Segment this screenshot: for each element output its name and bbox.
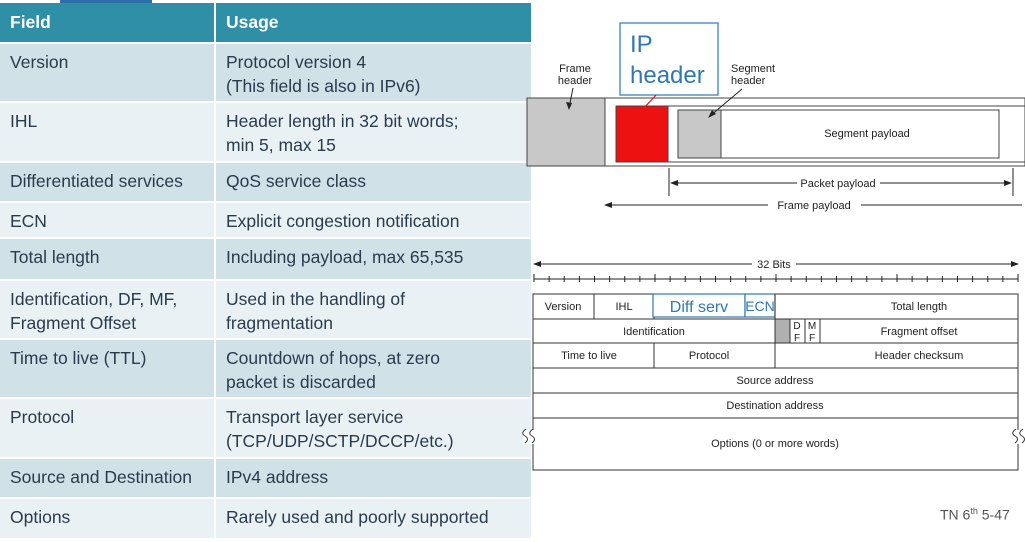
footer-edition-sup: th	[970, 506, 978, 516]
field-cell: Differentiated services	[0, 162, 215, 202]
field-df-2: F	[793, 333, 801, 344]
field-diff-serv: Diff serv	[669, 299, 729, 316]
field-cell: ECN	[0, 202, 215, 238]
field-cell: Identification, DF, MF, Fragment Offset	[0, 280, 215, 339]
usage-cell: Countdown of hops, at zero packet is discarded	[215, 339, 532, 398]
footer-edition: TN 6	[940, 506, 971, 523]
usage-cell: IPv4 address	[215, 458, 532, 498]
field-cell: Version	[0, 43, 215, 102]
ip-header-callout-line1: IP	[630, 31, 653, 58]
usage-cell: Including payload, max 65,535	[215, 238, 532, 280]
packet-payload-arrow-right	[1004, 180, 1012, 186]
ip-header-callout-line2: header	[630, 62, 705, 89]
footer-page: 5-47	[981, 506, 1010, 523]
segment-header-label-1: Segment	[731, 63, 776, 75]
field-header-checksum: Header checksum	[874, 350, 964, 362]
field-mf-2: F	[808, 333, 816, 344]
field-ecn: ECN	[745, 298, 775, 314]
usage-cell: Protocol version 4 (This field is also in IPv6)	[215, 43, 532, 102]
field-destination-address: Destination address	[726, 400, 824, 412]
usage-cell: Used in the handling of fragmentation	[215, 280, 532, 339]
field-source-address: Source address	[736, 375, 814, 387]
frame-header-label-2: header	[557, 75, 593, 87]
field-cell: Source and Destination	[0, 458, 215, 498]
field-mf-1: M	[807, 321, 817, 332]
ip-header-box	[616, 106, 668, 162]
field-total-length: Total length	[890, 301, 948, 313]
field-cell: Protocol	[0, 398, 215, 458]
packet-payload-arrow-left	[670, 180, 678, 186]
bits-arrow-right	[1011, 261, 1019, 267]
reserved-bit	[775, 319, 790, 343]
usage-cell: Rarely used and poorly supported	[215, 498, 532, 539]
usage-cell: Transport layer service (TCP/UDP/SCTP/DCCP/etc.)	[215, 398, 532, 458]
field-version: Version	[544, 301, 582, 313]
bits-arrow-left	[533, 261, 541, 267]
field-options: Options (0 or more words)	[711, 438, 839, 450]
usage-cell: Explicit congestion notification	[215, 202, 532, 238]
bits-label: 32 Bits	[757, 259, 791, 271]
field-ttl: Time to live	[561, 350, 617, 362]
field-ihl: IHL	[615, 301, 633, 313]
field-cell: IHL	[0, 102, 215, 162]
field-protocol: Protocol	[688, 350, 730, 362]
field-cell: Options	[0, 498, 215, 539]
frame-header-label-1: Frame	[559, 63, 591, 75]
field-cell: Time to live (TTL)	[0, 339, 215, 398]
field-df-1: D	[793, 321, 801, 332]
slide-footer	[940, 506, 1010, 523]
field-cell: Total length	[0, 238, 215, 280]
bit-ruler-ticks	[534, 274, 1018, 282]
field-fragment-offset: Fragment offset	[880, 326, 958, 338]
segment-header-label-2: header	[731, 75, 766, 87]
frame-payload-arrow-left	[604, 202, 612, 208]
frame-diagram	[527, 23, 1025, 212]
packet-payload-label: Packet payload	[800, 178, 876, 190]
frame-header-box	[527, 98, 605, 166]
segment-header-box	[678, 110, 721, 158]
usage-cell: QoS service class	[215, 162, 532, 202]
column-header-field: Field	[0, 3, 215, 43]
column-header-usage: Usage	[215, 3, 532, 43]
frame-payload-label: Frame payload	[777, 200, 851, 212]
segment-payload-label: Segment payload	[824, 128, 910, 140]
usage-cell: Header length in 32 bit words; min 5, max 15	[215, 102, 532, 162]
ipv4-header-diagram	[523, 259, 1025, 470]
field-identification: Identification	[623, 326, 685, 338]
